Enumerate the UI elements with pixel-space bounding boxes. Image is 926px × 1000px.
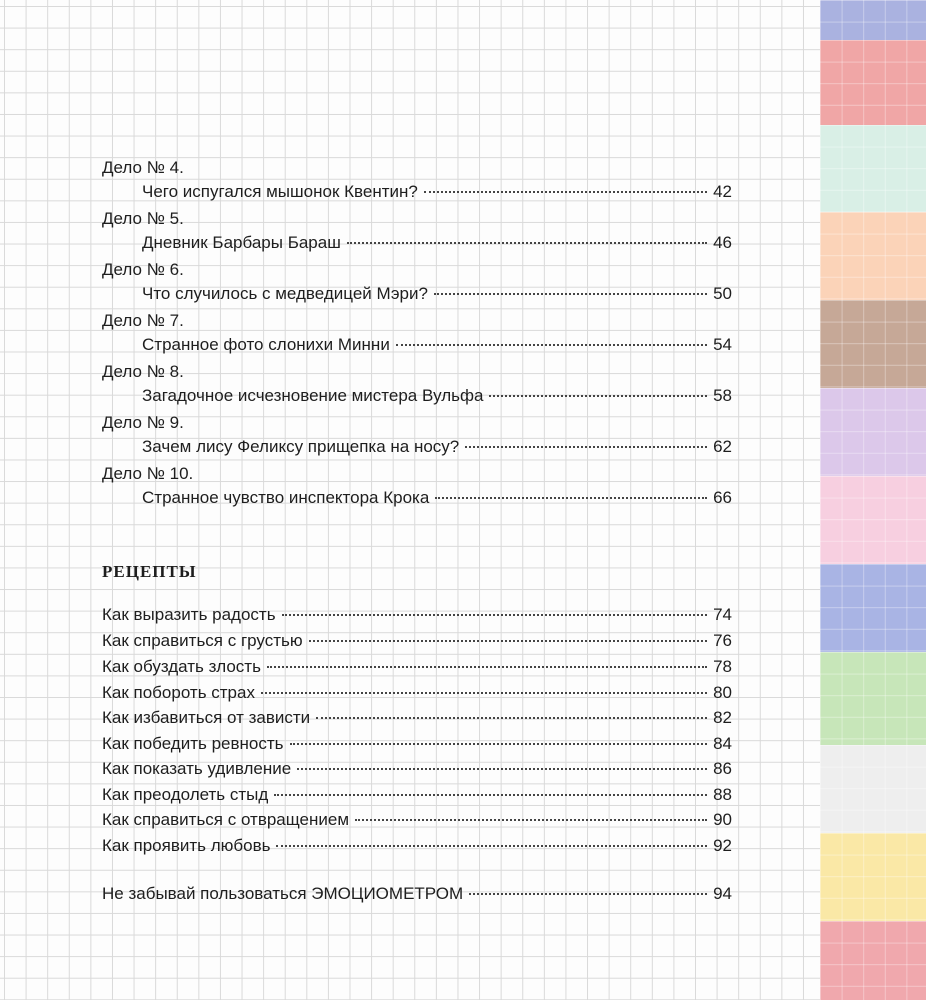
- color-stripe: [820, 125, 926, 212]
- dot-leader: [261, 692, 707, 694]
- color-stripe-column: [820, 0, 926, 1000]
- dot-leader: [297, 768, 707, 770]
- recipe-entry[interactable]: [102, 835, 732, 857]
- recipe-entry[interactable]: [102, 630, 732, 652]
- recipe-entry[interactable]: [102, 682, 732, 704]
- dot-leader: [434, 293, 707, 295]
- color-stripe: [820, 833, 926, 921]
- recipe-entry-title: Как побороть страх: [102, 683, 255, 702]
- toc-entry-page: 62: [713, 437, 732, 456]
- toc-entry-page: 50: [713, 284, 732, 303]
- emotiometer-entry-title: Не забывай пользоваться ЭМОЦИОМЕТРОМ: [102, 884, 464, 903]
- toc-entry[interactable]: [142, 334, 732, 356]
- recipe-entry[interactable]: [102, 733, 732, 755]
- toc-entry-page: 42: [713, 182, 732, 201]
- recipe-entry-page: 88: [713, 785, 732, 804]
- recipe-entry[interactable]: [102, 758, 732, 780]
- recipe-entry-title: Как обуздать злость: [102, 657, 261, 676]
- recipe-entry-page: 74: [713, 605, 732, 624]
- color-stripe: [820, 745, 926, 833]
- dot-leader: [489, 395, 707, 397]
- toc-entry-title: Странное чувство инспектора Крока: [142, 488, 430, 507]
- case-heading: Дело № 9.: [102, 413, 184, 432]
- recipe-entry-page: 90: [713, 810, 732, 829]
- case-heading: Дело № 6.: [102, 260, 184, 279]
- dot-leader: [355, 819, 707, 821]
- toc-entry-page: 54: [713, 335, 732, 354]
- recipe-entry-title: Как выразить радость: [102, 605, 276, 624]
- recipe-entry[interactable]: [102, 784, 732, 806]
- case-heading: Дело № 8.: [102, 362, 184, 381]
- case-heading: Дело № 5.: [102, 209, 184, 228]
- emotiometer-entry[interactable]: [102, 883, 732, 905]
- color-stripe: [820, 476, 926, 564]
- toc-entry[interactable]: [142, 436, 732, 458]
- dot-leader: [282, 614, 708, 616]
- toc-entry[interactable]: [142, 232, 732, 254]
- case-heading: Дело № 7.: [102, 311, 184, 330]
- toc-entry-page: 46: [713, 233, 732, 252]
- toc-entry[interactable]: [142, 181, 732, 203]
- recipe-entry[interactable]: [102, 604, 732, 626]
- toc-entry-title: Дневник Барбары Бараш: [142, 233, 341, 252]
- color-stripe: [820, 0, 926, 40]
- recipe-entry-page: 84: [713, 734, 732, 753]
- color-stripe: [820, 921, 926, 1000]
- dot-leader: [290, 743, 708, 745]
- recipe-entry-title: Как справиться с отвращением: [102, 810, 350, 829]
- dot-leader: [309, 640, 707, 642]
- recipe-entry-page: 80: [713, 683, 732, 702]
- recipe-entry-title: Как победить ревность: [102, 734, 284, 753]
- dot-leader: [316, 717, 707, 719]
- color-stripe: [820, 40, 926, 125]
- recipe-entry-title: Как справиться с грустью: [102, 631, 303, 650]
- toc-entry-page: 58: [713, 386, 732, 405]
- recipe-entry[interactable]: [102, 656, 732, 678]
- recipe-entry-page: 78: [713, 657, 732, 676]
- toc-entry-title: Что случилось с медведицей Мэри?: [142, 284, 428, 303]
- toc-entry[interactable]: [142, 283, 732, 305]
- toc-entry-title: Загадочное исчезновение мистера Вульфа: [142, 386, 484, 405]
- color-stripe: [820, 212, 926, 300]
- recipe-entry-title: Как проявить любовь: [102, 836, 271, 855]
- emotiometer-entry-page: 94: [713, 884, 732, 903]
- recipe-entry[interactable]: [102, 809, 732, 831]
- recipe-entry[interactable]: [102, 707, 732, 729]
- dot-leader: [396, 344, 707, 346]
- dot-leader: [435, 497, 707, 499]
- case-heading: Дело № 4.: [102, 158, 184, 177]
- toc-entry[interactable]: [142, 487, 732, 509]
- dot-leader: [347, 242, 707, 244]
- color-stripe: [820, 564, 926, 652]
- case-heading: Дело № 10.: [102, 464, 194, 483]
- section-title: РЕЦЕПТЫ: [102, 562, 197, 581]
- recipe-entry-title: Как избавиться от зависти: [102, 708, 311, 727]
- toc-entry-title: Чего испугался мышонок Квентин?: [142, 182, 418, 201]
- toc-entry[interactable]: [142, 385, 732, 407]
- recipe-entry-page: 92: [713, 836, 732, 855]
- recipe-entry-page: 82: [713, 708, 732, 727]
- color-stripe: [820, 300, 926, 388]
- dot-leader: [424, 191, 707, 193]
- recipe-entry-title: Как преодолеть стыд: [102, 785, 269, 804]
- dot-leader: [276, 845, 707, 847]
- toc-entry-page: 66: [713, 488, 732, 507]
- toc-entry-title: Зачем лису Феликсу прищепка на носу?: [142, 437, 460, 456]
- color-stripe: [820, 388, 926, 476]
- toc-entry-title: Странное фото слонихи Минни: [142, 335, 390, 354]
- recipe-entry-page: 76: [713, 631, 732, 650]
- dot-leader: [267, 666, 707, 668]
- dot-leader: [274, 794, 707, 796]
- dot-leader: [469, 893, 707, 895]
- color-stripe: [820, 652, 926, 745]
- recipe-entry-page: 86: [713, 759, 732, 778]
- recipe-entry-title: Как показать удивление: [102, 759, 292, 778]
- dot-leader: [465, 446, 707, 448]
